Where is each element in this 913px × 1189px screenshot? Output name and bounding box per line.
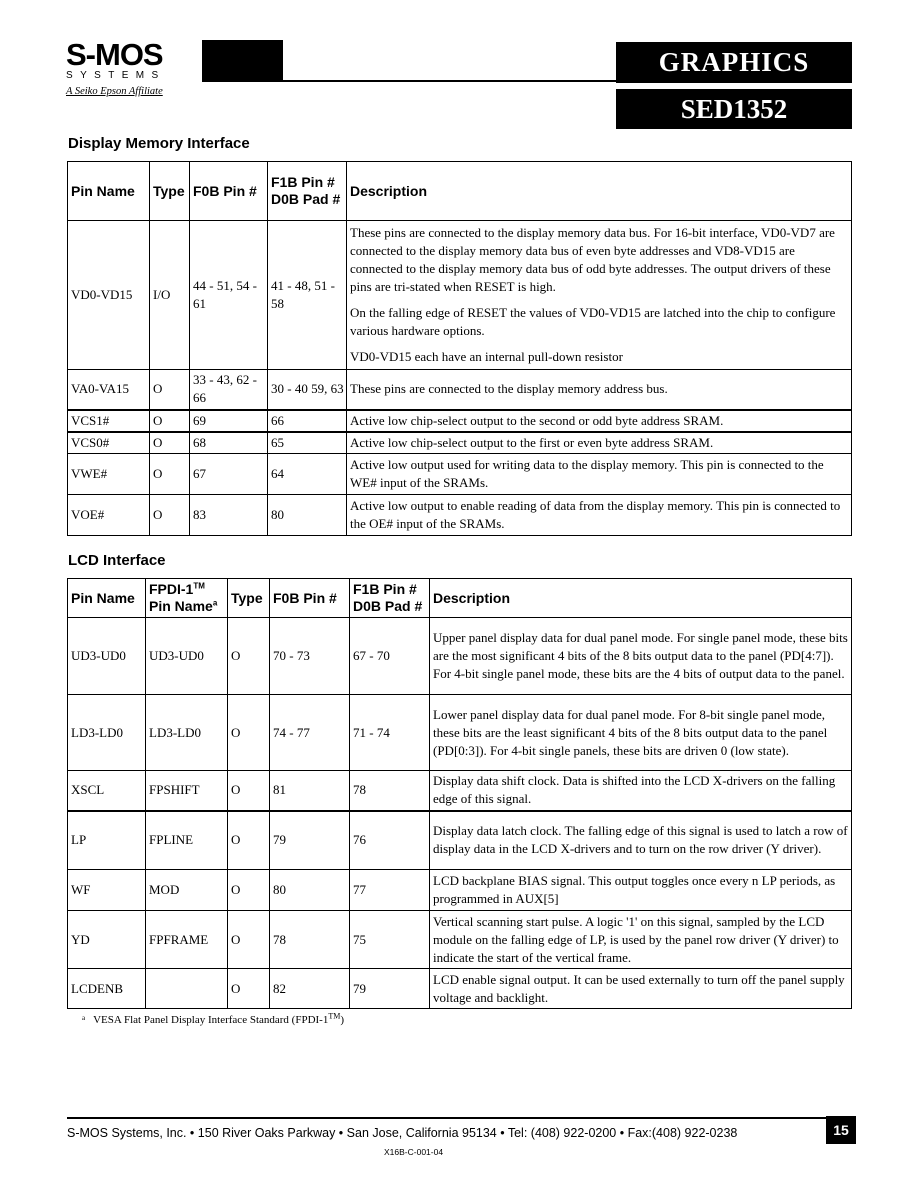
f1b-cell: 30 - 40 59, 63 [268,370,347,410]
fpdi-cell: FPFRAME [146,911,228,969]
f1b-cell: 75 [350,911,430,969]
f0b-cell: 67 [190,454,268,495]
header-f0b-pin: F0B Pin # [270,579,350,618]
f1b-cell: 64 [268,454,347,495]
f1b-cell: 79 [350,969,430,1009]
f0b-cell: 79 [270,811,350,870]
description-cell: Lower panel display data for dual panel mode. For 8-bit single panel mode, these bits are the least significant 4 bits of the 8 bits output data to the panel (PD[0:3]). For 4-bit single panels, these bits are driven 0 (low state). [430,695,852,771]
description-cell: Active low chip-select output to the second or odd byte address SRAM. [347,410,852,432]
f0b-cell: 81 [270,771,350,811]
table-row [68,969,852,1009]
type-cell: O [228,695,270,771]
pin-name-cell: LD3-LD0 [68,695,146,771]
table-row [68,410,852,432]
f1b-cell: 71 - 74 [350,695,430,771]
fpdi-label: FPDI-1 [149,581,194,597]
f0b-cell: 70 - 73 [270,618,350,695]
memory-section-title: Display Memory Interface [68,135,250,152]
trademark-mark: TM [193,581,205,591]
logo-systems-text: SYSTEMS [66,70,166,81]
type-cell: O [228,969,270,1009]
table-row [68,771,852,811]
pin-name-cell: UD3-UD0 [68,618,146,695]
document-code: X16B-C-001-04 [384,1147,444,1157]
fpdi-cell [146,969,228,1009]
header-description: Description [347,162,852,221]
header-rule [283,80,616,82]
fpdi-cell: FPLINE [146,811,228,870]
header-black-bar [202,40,283,82]
f0b-cell: 74 - 77 [270,695,350,771]
pin-name-cell: XSCL [68,771,146,811]
description-cell: Active low output used for writing data to the display memory. This pin is connected to the WE# input of the SRAMs. [347,454,852,495]
smos-logo [66,37,184,98]
footnote-close: ) [340,1014,345,1026]
description-cell: Display data shift clock. Data is shifted into the LCD X-drivers on the falling edge of this signal. [430,771,852,811]
footer-rule [67,1117,826,1119]
f1b-cell: 67 - 70 [350,618,430,695]
description-cell: LCD enable signal output. It can be used externally to turn off the panel supply voltage and backlight. [430,969,852,1009]
description-paragraph: On the falling edge of RESET the values of VD0-VD15 are latched into the chip to configure various hardware options. [350,305,836,338]
trademark-mark: TM [328,1011,341,1021]
header-pin-name: Pin Name [68,162,150,221]
f1b-cell: 77 [350,870,430,911]
header-f1b-pin: F1B Pin # D0B Pad # [350,579,430,618]
header-f0b-pin: F0B Pin # [190,162,268,221]
type-cell: O [228,870,270,911]
table-row [68,454,852,495]
memory-pin-table [67,161,852,536]
f1b-cell: 65 [268,432,347,454]
description-paragraph: These pins are connected to the display memory data bus. For 16-bit interface, VD0-VD7 are connected to the display memory data bus of even byte addresses and VD8-VD15 are connected to the display memory data bus of odd byte addresses. The output drivers of these pins are tri-stated when RESET is high. [350,225,835,294]
f0b-cell: 78 [270,911,350,969]
table-row [68,432,852,454]
footnote-mark: a [212,598,218,608]
footnote-mark: a [82,1014,86,1022]
description-cell: Vertical scanning start pulse. A logic '1' on this signal, sampled by the LCD module on the falling edge of LP, is used by the panel row driver (Y driver) to indicate the start of the vertical frame. [430,911,852,969]
fpdi-cell: LD3-LD0 [146,695,228,771]
pin-name-cell: VCS1# [68,410,150,432]
table-row [68,495,852,536]
table-row [68,695,852,771]
pin-name-cell: VWE# [68,454,150,495]
table-footnote [82,1011,345,1026]
f0b-cell: 33 - 43, 62 - 66 [190,370,268,410]
header-fpdi-pin-name [146,579,228,618]
description-cell: Display data latch clock. The falling edge of this signal is used to latch a row of display data in the LCD X-drivers and to turn on the row driver (Y driver). [430,811,852,870]
table-row [68,911,852,969]
type-cell: O [228,811,270,870]
f1b-cell: 78 [350,771,430,811]
table-header-row [68,579,852,618]
table-row [68,618,852,695]
header-f1b-pin: F1B Pin # D0B Pad # [268,162,347,221]
type-cell: O [228,771,270,811]
footer-address: S-MOS Systems, Inc. • 150 River Oaks Parkway • San Jose, California 95134 • Tel: (408) 922-0200 • Fax:(408) 922-0238 [67,1126,738,1140]
pin-name-cell: VCS0# [68,432,150,454]
description-paragraph: VD0-VD15 each have an internal pull-down resistor [350,349,623,364]
f0b-cell: 80 [270,870,350,911]
logo-main-text: S-MOS [66,37,163,72]
header-type: Type [228,579,270,618]
type-cell: O [228,618,270,695]
pin-name-cell: LP [68,811,146,870]
pin-name-cell: WF [68,870,146,911]
description-cell: Active low chip-select output to the first or even byte address SRAM. [347,432,852,454]
type-cell: I/O [150,221,190,370]
table-row [68,870,852,911]
table-row [68,811,852,870]
page-number: 15 [826,1116,856,1144]
type-cell: O [150,495,190,536]
footnote-text: VESA Flat Panel Display Interface Standard (FPDI-1 [93,1014,329,1026]
header-description: Description [430,579,852,618]
f0b-cell: 68 [190,432,268,454]
fpdi-cell: UD3-UD0 [146,618,228,695]
lcd-pin-table [67,578,852,1009]
pin-name-cell: VOE# [68,495,150,536]
f0b-cell: 82 [270,969,350,1009]
f1b-cell: 76 [350,811,430,870]
fpdi-cell: FPSHIFT [146,771,228,811]
table-row [68,370,852,410]
header-pin-name: Pin Name [68,579,146,618]
logo-affiliate-text: A Seiko Epson Affiliate [66,86,163,97]
f1b-cell: 41 - 48, 51 - 58 [268,221,347,370]
pin-name-cell: LCDENB [68,969,146,1009]
f0b-cell: 69 [190,410,268,432]
type-cell: O [150,410,190,432]
fpdi-cell: MOD [146,870,228,911]
description-cell: Active low output to enable reading of data from the display memory. This pin is connected to the OE# input of the SRAMs. [347,495,852,536]
f1b-cell: 80 [268,495,347,536]
f1b-cell: 66 [268,410,347,432]
type-cell: O [150,432,190,454]
pin-name-cell: YD [68,911,146,969]
type-cell: O [228,911,270,969]
table-row [68,221,852,370]
category-title: GRAPHICS [616,42,852,83]
header-type: Type [150,162,190,221]
type-cell: O [150,454,190,495]
description-cell: Upper panel display data for dual panel mode. For single panel mode, these bits are the most significant 4 bits of the 8 bits output data to the panel (PD[4:7]). For 4-bit single panel mode, these bits are the 4 bits of output data to the panel. [430,618,852,695]
type-cell: O [150,370,190,410]
product-title: SED1352 [616,89,852,129]
table-header-row [68,162,852,221]
pin-name-cell: VA0-VA15 [68,370,150,410]
fpdi-label-b: Pin Name [149,598,213,614]
description-cell: LCD backplane BIAS signal. This output toggles once every n LP periods, as programmed in AUX[5] [430,870,852,911]
f0b-cell: 44 - 51, 54 - 61 [190,221,268,370]
f0b-cell: 83 [190,495,268,536]
description-cell [347,221,852,370]
pin-name-cell: VD0-VD15 [68,221,150,370]
lcd-section-title: LCD Interface [68,552,166,569]
description-cell: These pins are connected to the display memory address bus. [347,370,852,410]
